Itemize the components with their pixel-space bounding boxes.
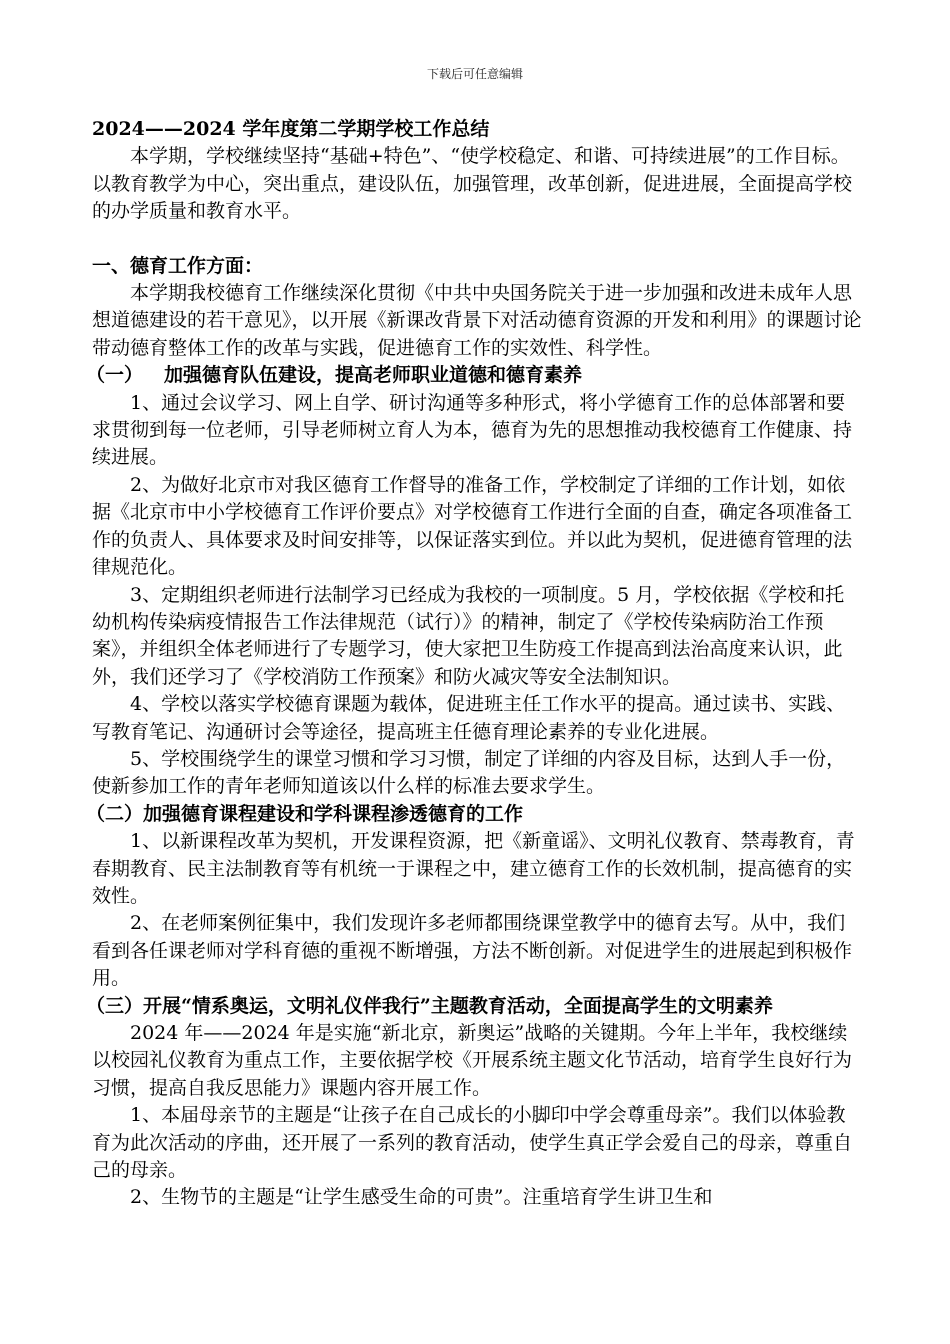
- subsection-1-number: （一）: [86, 364, 144, 387]
- document-title: 2024——2024 学年度第二学期学校工作总结: [92, 118, 490, 140]
- subsection-3-intro: 2024 年——2024 年是实施“新北京，新奥运”战略的关键期。今年上半年，我校继续以校园礼仪教育为重点工作，主要依据学校《开展系统主题文化节活动，培育学生良好行为习惯，提高自我反思能力》课题内容开展工作。: [92, 1022, 853, 1099]
- subsection-2-item-2: 2、在老师案例征集中，我们发现许多老师都围绕课堂教学中的德育去写。从中，我们看到各任课老师对学科育德的重视不断增强，方法不断创新。对促进学生的进展起到积极作用。: [92, 912, 853, 990]
- subsection-1-item-2: 2、为做好北京市对我区德育工作督导的准备工作，学校制定了详细的工作计划，如依据《北京市中小学校德育工作评价要点》对学校德育工作进行全面的自查，确定各项准备工作的负责人、具体要求及时间安排等，以保证落实到位。并以此为契机，促进德育管理的法律规范化。: [92, 473, 853, 579]
- subsection-1-item-1: 1、通过会议学习、网上自学、研讨沟通等多种形式，将小学德育工作的总体部署和要求贯彻到每一位老师，引导老师树立育人为本，德育为先的思想推动我校德育工作健康、持续进展。: [92, 391, 853, 469]
- section-1-intro: 本学期我校德育工作继续深化贯彻《中共中央国务院关于进一步加强和改进未成年人思想道德建设的若干意见》，以开展《新课改背景下对活动德育资源的开发和利用》的课题讨论带动德育整体工作的改革与实践，促进德育工作的实效性、科学性。: [92, 282, 862, 359]
- subsection-1-item-5: 5、学校围绕学生的课堂习惯和学习习惯，制定了详细的内容及目标，达到人手一份，使新参加工作的青年老师知道该以什么样的标准去要求学生。: [92, 747, 846, 798]
- subsection-1-item-3: 3、定期组织老师进行法制学习已经成为我校的一项制度。5 月，学校依据《学校和托幼机构传染病疫情报告工作法律规范（试行）》的精神，制定了《学校传染病防治工作预案》，并组织全体老师进行了专题学习，使大家把卫生防疫工作提高到法治高度来认识，此外，我们还学习了《学校消防工作预案》和防火减灾等安全法制知识。: [92, 583, 845, 688]
- page-header-note: 下载后可任意编辑: [426, 67, 523, 81]
- subsection-1-title: 加强德育队伍建设，提高老师职业道德和德育素养: [164, 364, 583, 387]
- subsection-3-heading: （三）开展“情系奥运，文明礼仪伴我行”主题教育活动，全面提高学生的文明素养: [86, 994, 773, 1017]
- section-1-heading: 一、德育工作方面：: [92, 254, 264, 277]
- subsection-1-heading: [86, 362, 862, 389]
- subsection-2-heading: （二）加强德育课程建设和学科课程渗透德育的工作: [86, 802, 524, 825]
- blank-line: [92, 226, 862, 253]
- subsection-3-item-2: 2、生物节的主题是“让学生感受生命的可贵”。注重培育学生讲卫生和: [130, 1186, 713, 1209]
- subsection-1-item-4: 4、学校以落实学校德育课题为载体，促进班主任工作水平的提高。通过读书、实践、写教育笔记、沟通研讨会等途径，提高班主任德育理论素养的专业化进展。: [92, 693, 846, 743]
- subsection-3-item-1: 1、本届母亲节的主题是“让孩子在自己成长的小脚印中学会尊重母亲”。我们以体验教育为此次活动的序曲，还开展了一系列的教育活动，使学生真正学会爱自己的母亲，尊重自己的母亲。: [92, 1104, 853, 1182]
- subsection-2-item-1: 1、以新课程改革为契机，开发课程资源，把《新童谣》、文明礼仪教育、禁毒教育，青春期教育、民主法制教育等有机统一于课程之中，建立德育工作的长效机制，提高德育的实效性。: [92, 830, 855, 907]
- document-body: [86, 116, 862, 1212]
- intro-paragraph: 本学期，学校继续坚持“基础+特色”、“使学校稳定、和谐、可持续进展”的工作目标。以教育教学为中心，突出重点，建设队伍，加强管理，改革创新，促进进展，全面提高学校的办学质量和教育水平。: [92, 145, 853, 223]
